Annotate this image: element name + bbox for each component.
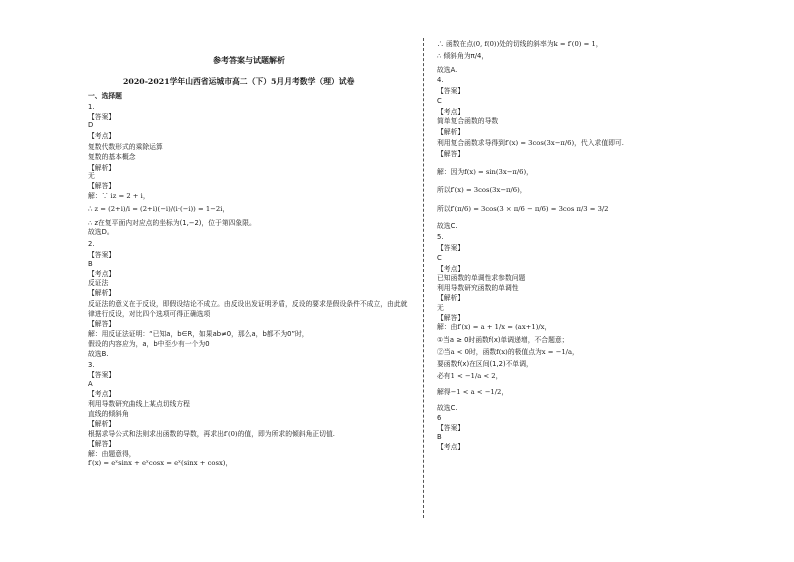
left-text-line: ∴ z在复平面内对应点的坐标为(1,−2)，位于第四象限。 xyxy=(88,219,256,227)
right-text-line: 无 xyxy=(437,304,444,312)
right-text-line: B xyxy=(437,433,442,441)
left-text-line: 假设的内容应为，a，b中至少有一个为0 xyxy=(88,340,210,348)
right-text-line: 所以f′(π/6) = 3cos(3 × π/6 − π/6) = 3cos π/3 = 3/2 xyxy=(437,205,609,213)
exam-title: 2020-2021学年山西省运城市高二（下）5月月考数学（理）试卷 xyxy=(123,77,355,86)
left-text-line: 解：∵ iz = 2 + i， xyxy=(88,192,150,200)
right-text-line: 要函数f(x)在区间(1,2)不单调， xyxy=(437,360,533,368)
left-text-line: 【答案】 xyxy=(88,371,116,379)
right-text-line: C xyxy=(437,254,442,262)
right-text-line: 5. xyxy=(437,233,444,241)
right-text-line: ①当a ≥ 0时函数f(x)单调递增，不合题意； xyxy=(437,336,569,344)
column-divider xyxy=(423,38,424,518)
right-text-line: C xyxy=(437,97,442,105)
left-text-line: 【解答】 xyxy=(88,182,116,190)
left-text-line: 【解析】 xyxy=(88,164,116,172)
left-text-line: 【解析】 xyxy=(88,289,116,297)
left-text-line: f′(x) = eˣsinx + eˣcosx = eˣ(sinx + cosx)， xyxy=(88,459,233,467)
right-text-line: ∴ 函数在点(0, f(0))处的切线的斜率为k = f′(0) = 1， xyxy=(437,40,603,48)
left-text-line: 复数代数形式的乘除运算 xyxy=(88,143,163,151)
left-text-line: 【考点】 xyxy=(88,270,116,278)
left-text-line: 解：由题意得， xyxy=(88,450,136,458)
left-text-line: 2. xyxy=(88,240,95,248)
left-text-line: B xyxy=(88,260,93,268)
left-text-line: 故选D。 xyxy=(88,228,114,236)
answer-title: 参考答案与试题解析 xyxy=(213,55,285,65)
right-text-line: 【考点】 xyxy=(437,108,465,116)
left-text-line: 利用导数研究曲线上某点切线方程 xyxy=(88,400,190,408)
right-text-line: 【解答】 xyxy=(437,150,465,158)
left-text-line: 根据求导公式和法则求出函数的导数，再求出f′(0)的值，即为所求的倾斜角正切值. xyxy=(88,430,335,438)
right-text-line: 利用复合函数求导得到f′(x) = 3cos(3x−π/6)，代入求值即可. xyxy=(437,139,624,147)
left-text-line: 故选B. xyxy=(88,350,109,358)
left-text-line: 反证法的意义在于反设，即假设结论不成立。由反设出发证明矛盾，反设的要求是假设条件不成立，由此就 xyxy=(88,300,408,308)
right-text-line: 【答案】 xyxy=(437,244,465,252)
right-text-line: ∴ 倾斜角为π/4， xyxy=(437,52,489,60)
right-text-line: 【考点】 xyxy=(437,443,465,451)
right-text-line: 故选C. xyxy=(437,222,458,230)
left-text-line: 【解析】 xyxy=(88,420,116,428)
right-text-line: 6 xyxy=(437,414,442,422)
left-text-line: 直线的倾斜角 xyxy=(88,410,129,418)
right-text-line: 必有1 < −1/a < 2， xyxy=(437,372,503,380)
right-text-line: 所以f′(x) = 3cos(3x−π/6)， xyxy=(437,186,527,194)
right-text-line: 已知函数的单调性求参数问题 xyxy=(437,274,526,282)
right-text-line: 【答案】 xyxy=(437,87,465,95)
section-heading: 一、选择题 xyxy=(88,92,122,100)
left-text-line: 【答案】 xyxy=(88,251,116,259)
left-text-line: A xyxy=(88,380,93,388)
right-text-line: 【解答】 xyxy=(437,314,465,322)
right-text-line: 【答案】 xyxy=(437,424,465,432)
left-text-line: ∴ z = (2+i)/i = (2+i)(−i)/(i·(−i)) = 1−2i， xyxy=(88,205,230,213)
left-text-line: 【解答】 xyxy=(88,320,116,328)
right-text-line: ②当a < 0时，函数f(x)的极值点为x = −1/a， xyxy=(437,348,579,356)
right-text-line: 解得−1 < a < −1/2， xyxy=(437,388,509,396)
right-text-line: 故选A. xyxy=(437,66,458,74)
right-text-line: 4. xyxy=(437,76,444,84)
left-text-line: 3. xyxy=(88,361,95,369)
left-text-line: 【考点】 xyxy=(88,132,116,140)
left-text-line: 1. xyxy=(88,103,95,111)
left-text-line: 律进行反设，对比四个选项可得正确选项 xyxy=(88,310,211,318)
left-text-line: 复数的基本概念 xyxy=(88,153,136,161)
right-text-line: 解：由f′(x) = a + 1/x = (ax+1)/x， xyxy=(437,323,552,331)
right-text-line: 利用导数研究函数的单调性 xyxy=(437,284,519,292)
right-text-line: 简单复合函数的导数 xyxy=(437,117,499,125)
left-text-line: D xyxy=(88,121,94,129)
left-text-line: 无 xyxy=(88,172,95,180)
left-text-line: 【考点】 xyxy=(88,390,116,398)
right-text-line: 解：因为f(x) = sin(3x−π/6)， xyxy=(437,168,533,176)
right-text-line: 【解析】 xyxy=(437,294,465,302)
left-text-line: 【答案】 xyxy=(88,113,116,121)
right-text-line: 【考点】 xyxy=(437,265,465,273)
right-text-line: 【解析】 xyxy=(437,128,465,136)
left-text-line: 反证法 xyxy=(88,279,109,287)
left-text-line: 解：用反证法证明：“已知a，b∈R，如果ab≠0，那么a，b都不为0”时， xyxy=(88,330,309,338)
left-text-line: 【解答】 xyxy=(88,440,116,448)
right-text-line: 故选C. xyxy=(437,404,458,412)
